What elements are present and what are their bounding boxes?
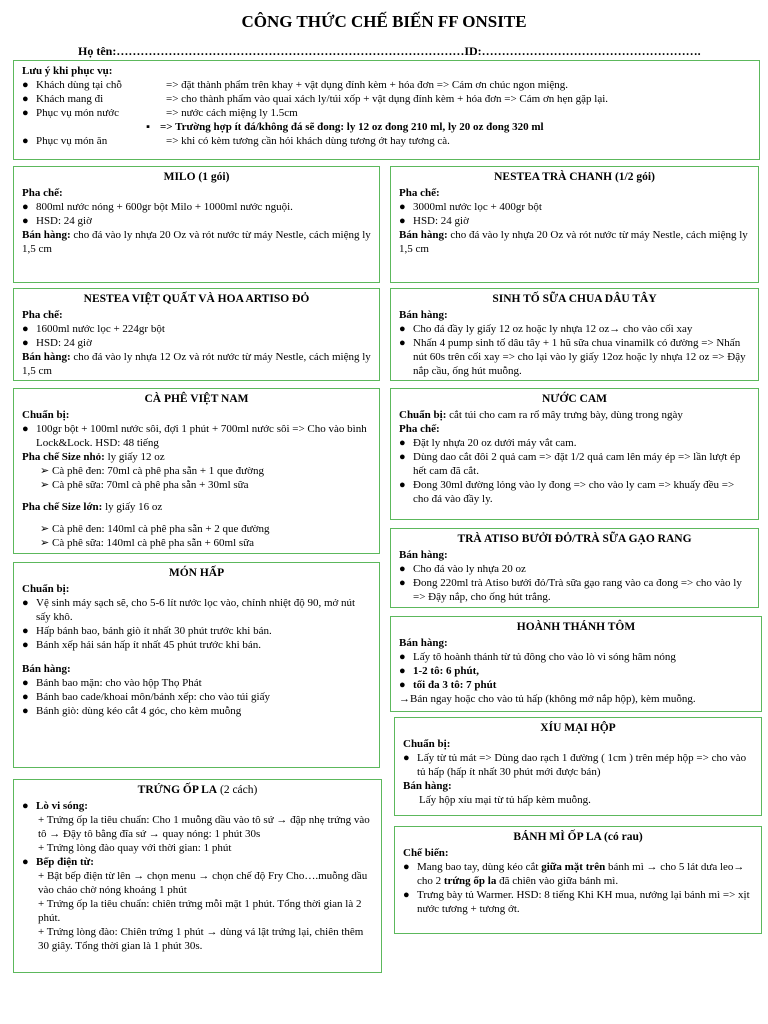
- banh-mi-item-bold: trứng ốp la: [443, 875, 497, 887]
- service-value: => khi có kèm tương cần hỏi khách dùng tương ớt hay tương cà.: [166, 135, 450, 147]
- banh-mi-item-bold: giữa mặt trên: [541, 861, 606, 873]
- ca-phe-box: CÀ PHÊ VIỆT NAM Chuẩn bị: ● 100gr bột + 100ml nước sôi, đợi 1 phút + 700ml nước sôi => Cho vào bình Lock&Lock. HSD: 48 tiếng Pha chế Size nhỏ: ly giấy 12 oz ➢ Cà phê đen: 70ml cà phê pha sẵn + 1 que đường ➢ Cà phê sữa: 70ml cà phê pha sẵn + 30ml sữa Pha chế Size lớn: ly giấy 16 oz ➢ Cà phê đen: 140ml cà phê pha sẵn + 2 que đường ➢ Cà phê sữa: 140ml cà phê pha sẵn + 60ml sữa: [13, 388, 380, 554]
- nestea-chanh-sell-text: cho đá vào ly nhựa 20 Oz và rót nước từ máy Nestle, cách miệng ly 1,5 cm: [399, 229, 748, 255]
- trung-stove-line: + Trứng ốp la tiêu chuẩn: chiên trứng mỗi mặt 1 phút. Tổng thời gian là 2 phút.: [38, 898, 362, 924]
- trung-stove-label: Bếp điện từ:: [36, 856, 94, 868]
- service-key: Phục vụ món nước: [36, 107, 119, 119]
- trung-micro-label: Lò vi sóng:: [36, 800, 88, 812]
- nuoc-cam-item: Dùng dao cắt đôi 2 quả cam => đặt 1/2 quả cam lên máy ép => lần lượt ép hết cam đã cắt.: [413, 451, 741, 477]
- service-value: => đặt thành phẩm trên khay + vật dụng đính kèm + hóa đơn => Cám ơn chúc ngon miệng.: [166, 79, 569, 91]
- service-value: => cho thành phẩm vào quai xách ly/túi xốp + vật dụng đính kèm + hóa đơn => Cám ơn hẹn gặp lại.: [166, 93, 609, 105]
- mon-hap-sell-item: Bánh bao cade/khoai môn/bánh xếp: cho vào túi giấy: [36, 691, 270, 703]
- hoanh-thanh-sell-label: Bán hàng:: [399, 637, 448, 649]
- xiu-mai-prep-label: Chuẩn bị:: [403, 738, 451, 750]
- milo-title: MILO (1 gói): [163, 171, 230, 183]
- xiu-mai-title: XÍU MẠI HỘP: [540, 722, 616, 734]
- milo-item: 800ml nước nóng + 600gr bột Milo + 1000ml nước nguội.: [36, 201, 293, 213]
- trung-title-suffix: (2 cách): [217, 784, 258, 796]
- banh-mi-item-part: bánh mì → cho 5 lát dưa leo→ cho 2: [417, 861, 745, 887]
- ca-phe-small-item: Cà phê sữa: 70ml cà phê pha sẵn + 30ml sữa: [52, 479, 249, 491]
- sinh-to-sell-label: Bán hàng:: [399, 309, 448, 321]
- service-value: => nước cách miệng ly 1.5cm: [166, 107, 298, 119]
- nuoc-cam-prep-label: Chuẩn bị:: [399, 409, 447, 421]
- mon-hap-box: MÓN HẤP Chuẩn bị: ● Vệ sinh máy sạch sẽ, cho 5-6 lít nước lọc vào, chỉnh nhiệt độ 90, mở nút sấy khô. ● Hấp bánh bao, bánh giò ít nhất 30 phút trước khi bán. ● Bánh xếp hải sản hấp ít nhất 45 phút trước khi bán. Bán hàng: ● Bánh bao mặn: cho vào hộp Thọ Phát ● Bánh bao cade/khoai môn/bánh xếp: cho vào túi giấy ● Bánh giò: dùng kéo cắt 4 góc, cho kèm muỗng: [13, 562, 380, 768]
- hoanh-thanh-item: 1-2 tô: 6 phút,: [413, 665, 480, 677]
- banh-mi-item: Trưng bày tủ Warmer. HSD: 8 tiếng Khi KH mua, nướng lại bánh mì => xịt nước tương + tương ớt.: [417, 889, 750, 915]
- sinh-to-item: Nhấn 4 pump sinh tố dâu tây + 1 hũ sữa chua vinamilk có đường => Nhấn nút 60s trên cối xay => cho lại vào ly giấy 12oz hoặc ly nhựa 12 oz => Đậy nắp cầu, ống hút muỗng.: [413, 337, 746, 377]
- nestea-vq-sell-text: cho đá vào ly nhựa 12 Oz và rót nước từ máy Nestle, cách miệng ly 1,5 cm: [22, 351, 371, 377]
- ca-phe-item: 100gr bột + 100ml nước sôi, đợi 1 phút + 700ml nước sôi => Cho vào bình Lock&Lock. HSD: 48 tiếng: [36, 423, 367, 449]
- milo-sell-label: Bán hàng:: [22, 229, 71, 241]
- tra-atiso-item: Đong 220ml trà Atiso bưởi đỏ/Trà sữa gạo rang vào ca đong => cho vào ly => Đậy nắp, cho ống hút trắng.: [413, 577, 742, 603]
- hoanh-thanh-item: tối đa 3 tô: 7 phút: [413, 679, 497, 691]
- sinh-to-title: SINH TỐ SỮA CHUA DÂU TÂY: [492, 293, 657, 305]
- banh-mi-item-part: Mang bao tay, dùng kéo cắt: [417, 861, 542, 873]
- ca-phe-large-text: ly giấy 16 oz: [102, 501, 163, 513]
- hoanh-thanh-item: Lấy tô hoành thánh từ tủ đông cho vào lò vi sóng hâm nóng: [413, 651, 676, 663]
- mon-hap-sell-item: Bánh bao mặn: cho vào hộp Thọ Phát: [36, 677, 202, 689]
- nestea-chanh-box: NESTEA TRÀ CHANH (1/2 gói) Pha chế: ● 3000ml nước lọc + 400gr bột ● HSD: 24 giờ Bán hàng: cho đá vào ly nhựa 20 Oz và rót nước từ máy Nestle, cách miệng ly 1,5 cm: [390, 166, 759, 283]
- ca-phe-large-label: Pha chế Size lớn:: [22, 501, 103, 513]
- ca-phe-title: CÀ PHÊ VIỆT NAM: [144, 393, 249, 405]
- service-key: Phục vụ món ăn: [36, 135, 108, 147]
- nuoc-cam-prep-text: cắt túi cho cam ra rổ mây trưng bày, dùng trong ngày: [446, 409, 683, 421]
- nestea-vq-prep-label: Pha chế:: [22, 309, 63, 321]
- xiu-mai-box: XÍU MẠI HỘP Chuẩn bị: ● Lấy từ tủ mát => Dùng dao rạch 1 đường ( 1cm ) trên mép hộp => cho vào tủ hấp (hấp ít nhất 30 phút mới được bán) Bán hàng: Lấy hộp xíu mại từ tủ hấp kèm muỗng.: [394, 717, 762, 816]
- hoanh-thanh-title: HOÀNH THÁNH TÔM: [516, 621, 636, 633]
- nestea-vq-item: HSD: 24 giờ: [36, 337, 92, 349]
- trung-micro-line: + Trứng ốp la tiêu chuẩn: Cho 1 muỗng dầu vào tô sứ → đập nhẹ trứng vào tô → Đậy tô bằng đĩa sứ → quay nóng: 1 phút 30s: [38, 814, 370, 840]
- nuoc-cam-item: Đong 30ml đường lỏng vào ly đong => cho vào ly cam => khuấy đều => cho đá vào đầy ly.: [413, 479, 735, 505]
- tra-atiso-item: Cho đá vào ly nhựa 20 oz: [413, 563, 526, 575]
- trung-stove-line: + Trứng lòng đào: Chiên trứng 1 phút → dùng vá lật trứng lại, chiên thêm 30 giây. Tổng thời gian là 1 phút 30s.: [38, 926, 364, 952]
- service-key: Khách dùng tại chỗ: [36, 79, 122, 91]
- sinh-to-item: Cho đá đầy ly giấy 12 oz hoặc ly nhựa 12 oz→ cho vào cối xay: [413, 323, 693, 335]
- nuoc-cam-title: NƯỚC CAM: [541, 393, 608, 405]
- ca-phe-small-label: Pha chế Size nhỏ:: [22, 451, 105, 463]
- ca-phe-small-text: ly giấy 12 oz: [104, 451, 165, 463]
- trung-micro-line: + Trứng lòng đào quay với thời gian: 1 phút: [38, 842, 232, 854]
- nestea-chanh-prep-label: Pha chế:: [399, 187, 440, 199]
- ca-phe-prep-label: Chuẩn bị:: [22, 409, 70, 421]
- hoanh-thanh-box: HOÀNH THÁNH TÔM Bán hàng: ● Lấy tô hoành thánh từ tủ đông cho vào lò vi sóng hâm nóng ● 1-2 tô: 6 phút, ● tối đa 3 tô: 7 phút →Bán ngay hoặc cho vào tủ hấp (không mở nắp hộp), kèm muỗng.: [390, 616, 762, 712]
- service-notes-heading: Lưu ý khi phục vụ:: [22, 65, 113, 77]
- ca-phe-large-item: Cà phê sữa: 140ml cà phê pha sẵn + 60ml sữa: [52, 537, 255, 549]
- nestea-chanh-item: 3000ml nước lọc + 400gr bột: [413, 201, 542, 213]
- mon-hap-sell-label: Bán hàng:: [22, 663, 71, 675]
- page-title: CÔNG THỨC CHẾ BIẾN FF ONSITE: [241, 12, 527, 31]
- xiu-mai-sell-label: Bán hàng:: [403, 780, 452, 792]
- name-id-line: Họ tên:……………………………………………………………………………ID:……………………………………………….: [78, 44, 701, 58]
- nestea-chanh-title: NESTEA TRÀ CHANH (1/2 gói): [494, 171, 655, 183]
- ca-phe-large-item: Cà phê đen: 140ml cà phê pha sẵn + 2 que đường: [52, 523, 270, 535]
- mon-hap-prep-label: Chuẩn bị:: [22, 583, 70, 595]
- banh-mi-item-part: đã chiên vào giữa bánh mì.: [496, 875, 619, 887]
- tra-atiso-sell-label: Bán hàng:: [399, 549, 448, 561]
- trung-stove-line: + Bật bếp điện từ lên → chọn menu → chọn chế độ Fry Cho….muỗng dầu vào chảo chờ nóng khoảng 1 phút: [38, 870, 368, 896]
- xiu-mai-sell-text: Lấy hộp xíu mại từ tủ hấp kèm muỗng.: [419, 794, 591, 806]
- mon-hap-prep-item: Vệ sinh máy sạch sẽ, cho 5-6 lít nước lọc vào, chỉnh nhiệt độ 90, mở nút sấy khô.: [36, 597, 356, 623]
- nestea-vq-title: NESTEA VIỆT QUẤT VÀ HOA ARTISO ĐỎ: [83, 293, 310, 305]
- ca-phe-small-item: Cà phê đen: 70ml cà phê pha sẵn + 1 que đường: [52, 465, 264, 477]
- banh-mi-title-suffix: (có rau): [601, 831, 643, 843]
- nuoc-cam-mix-label: Pha chế:: [399, 423, 440, 435]
- mon-hap-prep-item: Bánh xếp hải sản hấp ít nhất 45 phút trước khi bán.: [36, 639, 262, 651]
- mon-hap-prep-item: Hấp bánh bao, bánh giò ít nhất 30 phút trước khi bán.: [36, 625, 272, 637]
- milo-prep-label: Pha chế:: [22, 187, 63, 199]
- mon-hap-sell-item: Bánh giò: dùng kéo cắt 4 góc, cho kèm muỗng: [36, 705, 242, 717]
- service-key: Khách mang đi: [36, 93, 104, 105]
- nestea-vq-sell-label: Bán hàng:: [22, 351, 71, 363]
- hoanh-thanh-after: →Bán ngay hoặc cho vào tủ hấp (không mở nắp hộp), kèm muỗng.: [399, 693, 696, 705]
- milo-sell-text: cho đá vào ly nhựa 20 Oz và rót nước từ máy Nestle, cách miệng ly 1,5 cm: [22, 229, 371, 255]
- nestea-vq-box: NESTEA VIỆT QUẤT VÀ HOA ARTISO ĐỎ Pha chế: ● 1600ml nước lọc + 224gr bột ● HSD: 24 giờ Bán hàng: cho đá vào ly nhựa 12 Oz và rót nước từ máy Nestle, cách miệng ly 1,5 cm: [13, 288, 380, 381]
- banh-mi-item: [417, 860, 753, 888]
- sinh-to-box: SINH TỐ SỮA CHUA DÂU TÂY Bán hàng: ● Cho đá đầy ly giấy 12 oz hoặc ly nhựa 12 oz→ cho vào cối xay ● Nhấn 4 pump sinh tố dâu tây + 1 hũ sữa chua vinamilk có đường => Nhấn nút 60s trên cối xay => cho lại vào ly giấy 12oz hoặc ly nhựa 12 oz => Đậy nắp cầu, ống hút muỗng.: [390, 288, 759, 381]
- banh-mi-label: Chế biến:: [403, 847, 449, 859]
- mon-hap-title: MÓN HẤP: [168, 567, 225, 579]
- milo-box: MILO (1 gói) Pha chế: ● 800ml nước nóng + 600gr bột Milo + 1000ml nước nguội. ● HSD: 24 giờ Bán hàng: cho đá vào ly nhựa 20 Oz và rót nước từ máy Nestle, cách miệng ly 1,5 cm: [13, 166, 380, 283]
- trung-title: TRỨNG ỐP LA: [137, 784, 218, 796]
- service-value-ice-note: => Trường hợp ít đá/không đá sẽ đong: ly 12 oz đong 210 ml, ly 20 oz đong 320 ml: [160, 121, 544, 133]
- nestea-chanh-sell-label: Bán hàng:: [399, 229, 448, 241]
- nestea-vq-item: 1600ml nước lọc + 224gr bột: [36, 323, 165, 335]
- trung-box: TRỨNG ỐP LA (2 cách) ● Lò vi sóng: + Trứng ốp la tiêu chuẩn: Cho 1 muỗng dầu vào tô sứ → đập nhẹ trứng vào tô → Đậy tô bằng đĩa sứ → quay nóng: 1 phút 30s + Trứng lòng đào quay với thời gian: 1 phút ● Bếp điện từ: + Bật bếp điện từ lên → chọn menu → chọn chế độ Fry Cho….muỗng dầu vào chảo chờ nóng khoảng 1 phút + Trứng ốp la tiêu chuẩn: chiên trứng mỗi mặt 1 phút. Tổng thời gian là 2 phút. + Trứng lòng đào: Chiên trứng 1 phút → dùng vá lật trứng lại, chiên thêm 30 giây. Tổng thời gian là 1 phút 30s.: [13, 779, 382, 973]
- nestea-chanh-item: HSD: 24 giờ: [413, 215, 469, 227]
- banh-mi-box: BÁNH MÌ ỐP LA (có rau) Chế biến: ● Mang bao tay, dùng kéo cắt giữa mặt trên bánh mì → cho 5 lát dưa leo→ cho 2 trứng ốp la đã chiên vào giữa bánh mì. ● Trưng bày tủ Warmer. HSD: 8 tiếng Khi KH mua, nướng lại bánh mì => xịt nước tương + tương ớt.: [394, 826, 762, 934]
- nuoc-cam-box: NƯỚC CAM Chuẩn bị: cắt túi cho cam ra rổ mây trưng bày, dùng trong ngày Pha chế: ● Đặt ly nhựa 20 oz dưới máy vắt cam. ● Dùng dao cắt đôi 2 quả cam => đặt 1/2 quả cam lên máy ép => lần lượt ép hết cam đã cắt. ● Đong 30ml đường lỏng vào ly đong => cho vào ly cam => khuấy đều => cho đá vào đầy ly.: [390, 388, 759, 520]
- service-notes-box: Lưu ý khi phục vụ: ● Khách dùng tại chỗ => đặt thành phẩm trên khay + vật dụng đính kèm + hóa đơn => Cám ơn chúc ngon miệng. ● Khách mang đi => cho thành phẩm vào quai xách ly/túi xốp + vật dụng đính kèm + hóa đơn => Cám ơn hẹn gặp lại. ● Phục vụ món nước => nước cách miệng ly 1.5cm ▪ => Trường hợp ít đá/không đá sẽ đong: ly 12 oz đong 210 ml, ly 20 oz đong 320 ml ● Phục vụ món ăn => khi có kèm tương cần hỏi khách dùng tương ớt hay tương cà.: [13, 60, 760, 160]
- banh-mi-title: BÁNH MÌ ỐP LA: [513, 831, 602, 843]
- nuoc-cam-item: Đặt ly nhựa 20 oz dưới máy vắt cam.: [413, 437, 577, 449]
- milo-item: HSD: 24 giờ: [36, 215, 92, 227]
- xiu-mai-item: Lấy từ tủ mát => Dùng dao rạch 1 đường ( 1cm ) trên mép hộp => cho vào tủ hấp (hấp ít nhất 30 phút mới được bán): [417, 752, 747, 778]
- tra-atiso-box: TRÀ ATISO BƯỞI ĐỎ/TRÀ SỮA GẠO RANG Bán hàng: ● Cho đá vào ly nhựa 20 oz ● Đong 220ml trà Atiso bưởi đỏ/Trà sữa gạo rang vào ca đong => cho vào ly => Đậy nắp, cho ống hút trắng.: [390, 528, 759, 608]
- tra-atiso-title: TRÀ ATISO BƯỞI ĐỎ/TRÀ SỮA GẠO RANG: [457, 533, 692, 545]
